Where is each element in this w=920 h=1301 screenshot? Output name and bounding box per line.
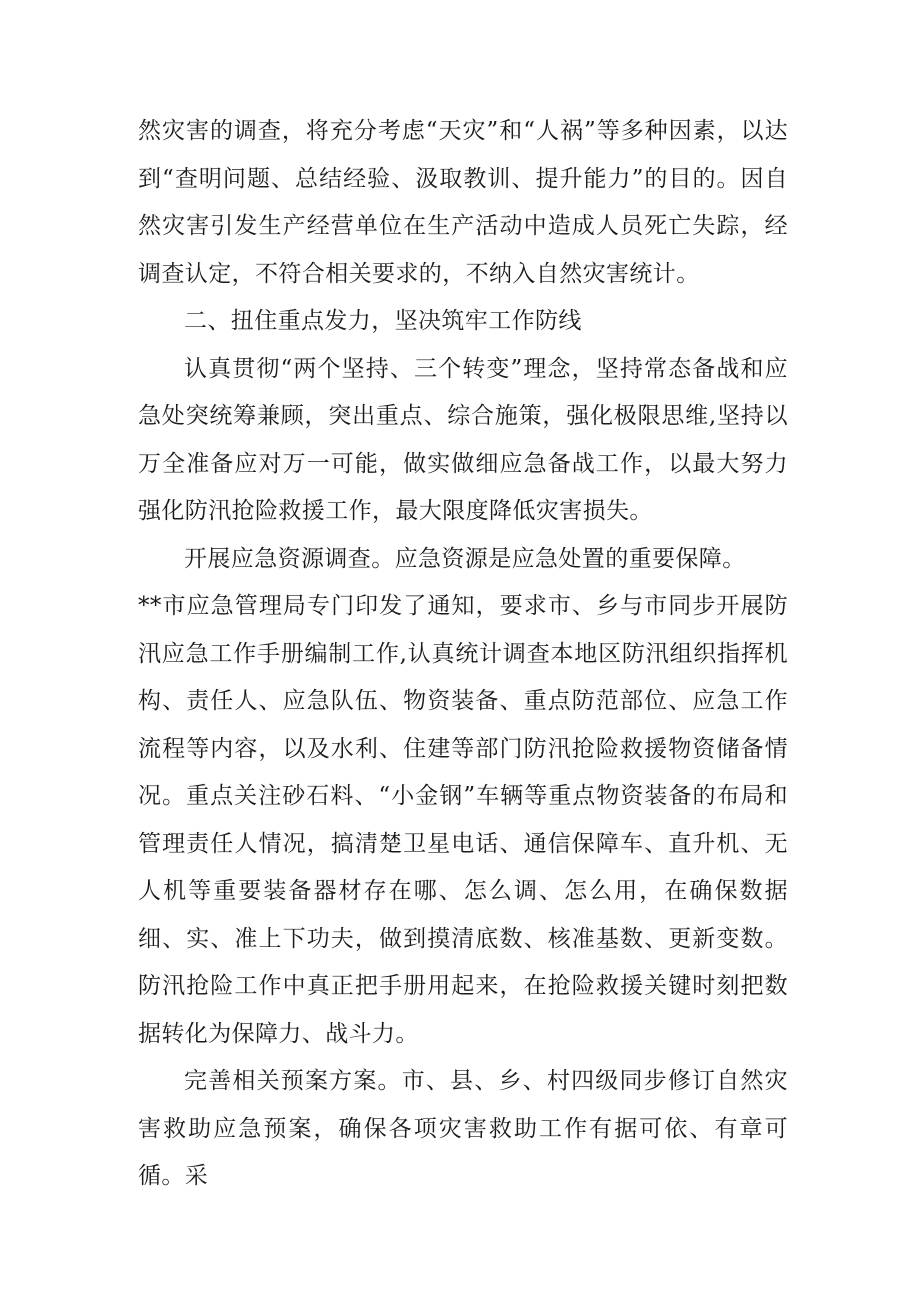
section-heading: 二、扭住重点发力，坚决筑牢工作防线 — [184, 308, 582, 334]
paragraph-disaster-investigation: 然灾害的调查，将充分考虑“天灾”和“人祸”等多种因素，以达到“查明问题、总结经验、汲取教训、提升能力”的目的。因自然灾害引发生产经营单位在生产活动中造成人员死亡失踪，经调查认定，不符合相关要求的，不纳入自然灾害统计。 — [138, 118, 788, 287]
document-body — [138, 108, 788, 1201]
paragraph-resource-survey-lead: 开展应急资源调查。应急资源是应急处置的重要保障。 — [184, 545, 746, 572]
paragraph-plans: 完善相关预案方案。市、县、乡、村四级同步修订自然灾害救助应急预案，确保各项灾害救助工作有据可依、有章可循。采 — [138, 1068, 788, 1189]
paragraph-resource-survey-detail: **市应急管理局专门印发了通知，要求市、乡与市同步开展防汛应急工作手册编制工作,认真统计调查本地区防汛组织指挥机构、责任人、应急队伍、物资装备、重点防范部位、应急工作流程等内容，以及水利、住建等部门防汛抢险救援物资储备情况。重点关注砂石料、“小金钢”车辆等重点物资装备的布局和管理责任人情况，搞清楚卫星电话、通信保障车、直升机、无人机等重要装备器材存在哪、怎么调、怎么用，在确保数据细、实、准上下功夫，做到摸清底数、核准基数、更新变数。防汛抢险工作中真正把手册用起来，在抢险救援关键时刻把数据转化为保障力、战斗力。 — [138, 593, 788, 1047]
paragraph-philosophy: 认真贯彻“两个坚持、三个转变”理念，坚持常态备战和应急处突统筹兼顾，突出重点、综合施策，强化极限思维,坚持以万全准备应对万一可能，做实做细应急备战工作，以最大努力强化防汛抢险救援工作，最大限度降低灾害损失。 — [138, 355, 788, 524]
